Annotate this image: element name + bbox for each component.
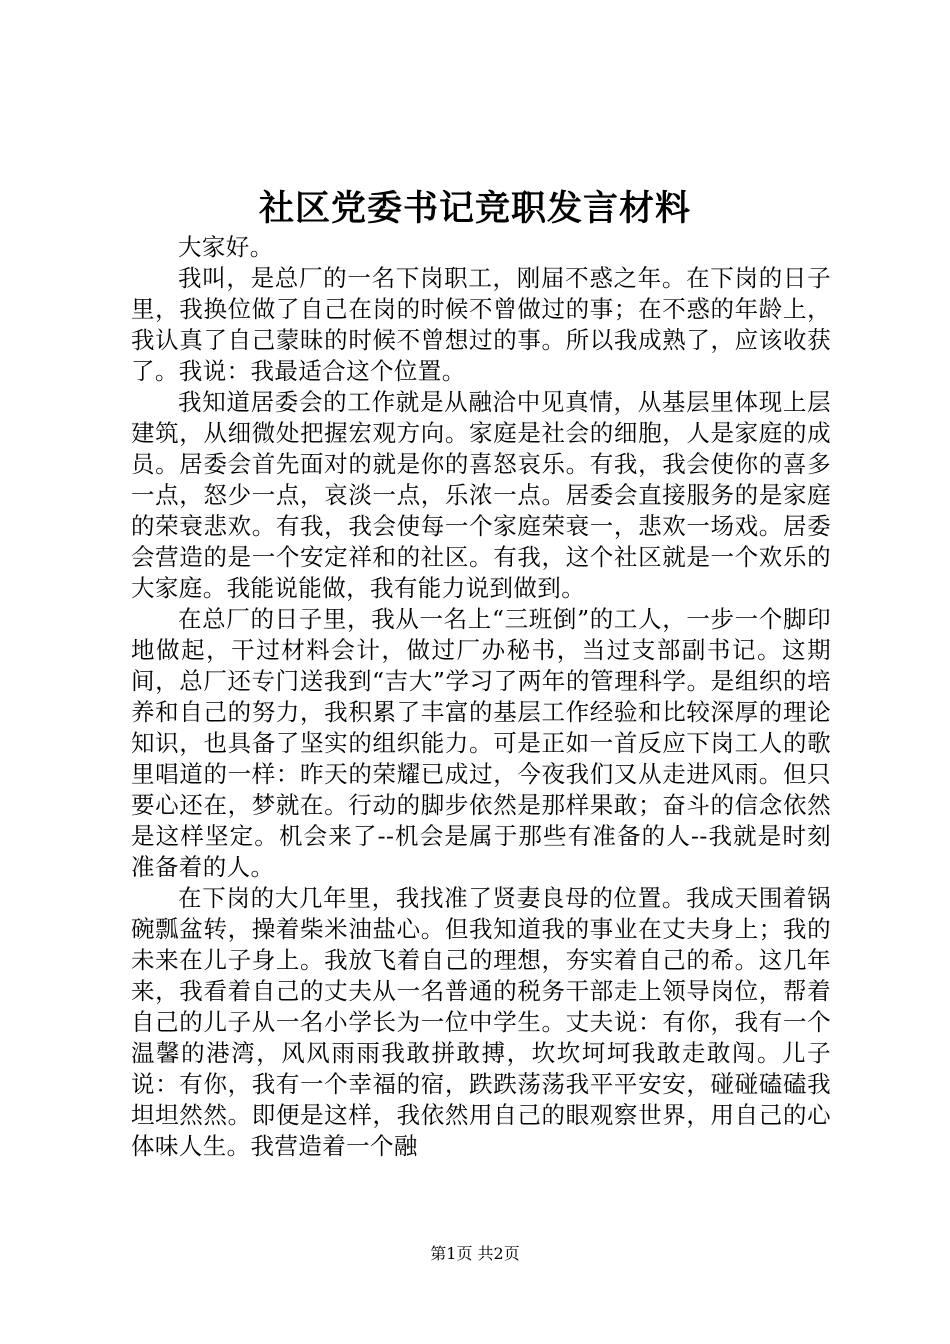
paragraph-family-life: 在下岗的大几年里，我找准了贤妻良母的位置。我成天围着锅碗瓢盆转，操着柴米油盐心。但我知道我的事业在丈夫身上；我的未来在儿子身上。我放飞着自己的理想，夯实着自己的希。这几年来，我看着自己的丈夫从一名普通的税务干部走上领导岗位，帮着自己的儿子从一名小学长为一位中学生。丈夫说：有你，我有一个温馨的港湾，风风雨雨我敢拼敢搏，坎坎坷坷我敢走敢闯。儿子说：有你，我有一个幸福的宿，跌跌荡荡我平平安安，碰碰磕磕我坦坦然然。即便是这样，我依然用自己的眼观察世界，用自己的心体味人生。我营造着一个融 <box>131 884 831 1160</box>
paragraph-committee-work: 我知道居委会的工作就是从融洽中见真情，从基层里体现上层建筑，从细微处把握宏观方向。家庭是社会的细胞，人是家庭的成员。居委会首先面对的就是你的喜怒哀乐。有我，我会使你的喜多一点，怒少一点，哀淡一点，乐浓一点。居委会直接服务的是家庭的荣衰悲欢。有我，我会使每一个家庭荣衰一，悲欢一场戏。居委会营造的是一个安定祥和的社区。有我，这个社区就是一个欢乐的大家庭。我能说能做，我有能力说到做到。 <box>131 388 831 602</box>
document-title: 社区党委书记竞职发言材料 <box>258 188 691 229</box>
paragraph-greeting: 大家好。 <box>178 233 274 261</box>
paragraph-introduction: 我叫，是总厂的一名下岗职工，刚届不惑之年。在下岗的日子里，我换位做了自己在岗的时候不曾做过的事；在不惑的年龄上，我认真了自己蒙昧的时候不曾想过的事。所以我成熟了，应该收获了。我说：我最适合这个位置。 <box>131 264 831 385</box>
page-footer: 第1页 共2页 <box>430 1244 520 1263</box>
document-body <box>131 232 831 1162</box>
paragraph-factory-experience: 在总厂的日子里，我从一名上“三班倒”的工人，一步一个脚印地做起，干过材料会计，做过厂办秘书，当过支部副书记。这期间，总厂还专门送我到“吉大”学习了两年的管理科学。是组织的培养和自己的努力，我积累了丰富的基层工作经验和比较深厚的理论知识，也具备了坚实的组织能力。可是正如一首反应下岗工人的歌里唱道的一样：昨天的荣耀已成过，今夜我们又从走进风雨。但只要心还在，梦就在。行动的脚步依然是那样果敢；奋斗的信念依然是这样坚定。机会来了--机会是属于那些有准备的人--我就是时刻准备着的人。 <box>131 605 831 881</box>
